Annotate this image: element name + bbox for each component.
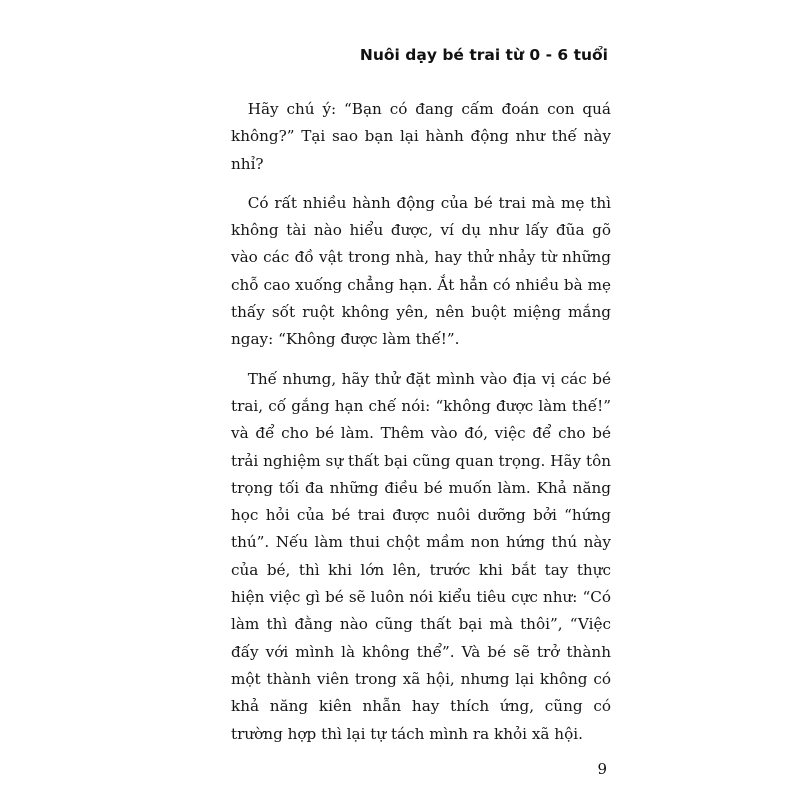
paragraph-1: Hãy chú ý: “Bạn có đang cấm đoán con quá không?” Tại sao bạn lại hành động như thế này nhỉ? [231,100,611,173]
running-header: Nuôi dạy bé trai từ 0 - 6 tuổi [359,46,608,64]
page-number: 9 [597,760,607,778]
paragraph-3: Thế nhưng, hãy thử đặt mình vào địa vị các bé trai, cố gắng hạn chế nói: “không được làm thế!” và để cho bé làm. Thêm vào đó, việc để cho bé trải nghiệm sự thất bại cũng quan trọng. Hãy tôn trọng tối đa những điều bé muốn làm. Khả năng học hỏi của bé trai được nuôi dưỡng bởi “hứng thú”. Nếu làm thui chột mầm non hứng thú này của bé, thì khi lớn lên, trước khi bắt tay thực hiện việc gì bé sẽ luôn nói kiểu tiêu cực như: “Có làm thì đằng nào cũng thất bại mà thôi”, “Việc đấy với mình là không thể”. Và bé sẽ trở thành một thành viên trong xã hội, nhưng lại không có khả năng kiên nhẫn hay thích ứng, cũng có trường hợp thì lại tự tách mình ra khỏi xã hội. [231,369,611,743]
paragraph-2: Có rất nhiều hành động của bé trai mà mẹ thì không tài nào hiểu được, ví dụ như lấy đũa gõ vào các đồ vật trong nhà, hay thử nhảy từ những chỗ cao xuống chẳng hạn. Ắt hẳn có nhiều bà mẹ thấy sốt ruột không yên, nên buột miệng mắng ngay: “Không được làm thế!”. [231,193,611,349]
body-text [231,96,611,760]
